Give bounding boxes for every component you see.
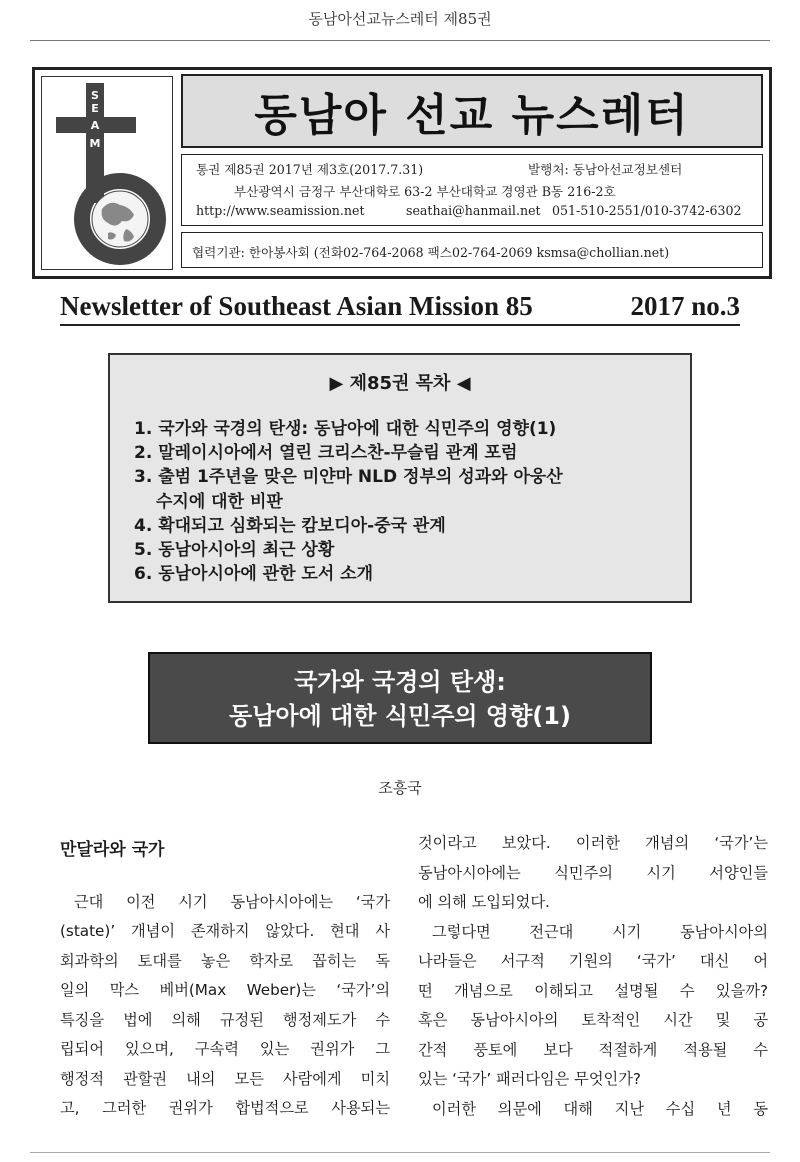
body-line: 동남아시아에는 식민주의 시기 서양인들 [418,863,768,882]
toc-item[interactable]: 3. 출범 1주년을 맞은 미얀마 NLD 정부의 성과와 아웅산 [134,467,563,488]
publication-info [181,154,763,226]
body-line: 행정적 관할권 내의 모든 사람에게 미치 [60,1069,390,1088]
table-of-contents [108,353,692,603]
issue-info: 통권 제85권 2017년 제3호(2017.7.31) [196,162,424,177]
toc-item[interactable]: 1. 국가와 국경의 탄생: 동남아에 대한 식민주의 영향(1) [134,419,557,439]
svg-text:S: S [91,89,99,102]
svg-text:A: A [90,119,100,132]
masthead-title-box [181,74,763,148]
email-link[interactable]: seathai@hanmail.net [406,203,541,218]
body-line: 일의 막스 베버(Max Weber)는 ‘국가’의 [60,981,390,999]
article-author: 조흥국 [378,779,422,797]
body-line: 떤 개념으로 이해되고 설명될 수 있을까? [418,981,768,1000]
body-line: 이러한 의문에 대해 지난 수십 년 동 [432,1099,768,1118]
section-heading: 만달라와 국가 [60,840,165,860]
running-header: 동남아선교뉴스레터 제85권 [308,10,492,28]
masthead [32,67,772,279]
website-link[interactable]: http://www.seamission.net [196,203,365,218]
toc-item[interactable]: 6. 동남아시아에 관한 도서 소개 [134,564,374,585]
body-line: 특징을 법에 의해 규정된 행정제도가 수 [60,1010,390,1029]
phone-info: 051-510-2551/010-3742-6302 [552,203,742,218]
toc-item[interactable]: 5. 동남아시아의 최근 상황 [134,540,335,561]
address-info: 부산광역시 금정구 부산대학로 63-2 부산대학교 경영관 B동 216-2호 [234,184,616,199]
body-line: 혹은 동남아시아의 토착적인 시간 및 공 [418,1011,768,1029]
body-line: (state)’ 개념이 존재하지 않았다. 현대 사 [60,922,390,940]
article-column-left [60,836,390,1124]
header-rule [30,40,770,41]
svg-text:E: E [91,102,99,115]
logo-panel [41,76,173,270]
cooperation-info: 협력기관: 한아봉사회 (전화02-764-2068 팩스02-764-2069 ksmsa@chollian.net) [181,232,763,268]
body-line: 있는 ‘국가’ 패러다임은 무엇인가? [418,1070,641,1088]
newsletter-number: 2017 no.3 [630,291,740,321]
toc-heading: ▶ 제85권 목차 ◀ [329,373,471,394]
article-title-line2: 동남아에 대한 식민주의 영향(1) [229,702,571,730]
masthead-title: 동남아 선교 뉴스레터 [254,90,690,141]
body-line: 간적 풍토에 보다 적절하게 적용될 수 [418,1040,768,1059]
seam-logo-icon [42,77,172,269]
toc-item[interactable]: 4. 확대되고 심화되는 캄보디아-중국 관계 [134,515,446,536]
body-line: 근대 이전 시기 동남아시아에는 ‘국가 [74,892,390,911]
body-line: 나라들은 서구적 기원의 ‘국가’ 대신 어 [418,952,768,970]
body-line: 립되어 있으며, 구속력 있는 권위가 그 [60,1040,390,1058]
body-line: 회과학의 토대를 놓은 학자로 꼽히는 독 [60,951,390,970]
article-title-line1: 국가와 국경의 탄생: [294,668,506,696]
svg-text:M: M [89,137,101,150]
body-line: 에 의해 도입되었다. [418,893,550,911]
newsletter-title [60,291,740,326]
body-line: 그렇다면 전근대 시기 동남아시아의 [432,922,768,941]
body-line: 것이라고 보았다. 이러한 개념의 ‘국가’는 [418,834,768,852]
article-title-banner [148,652,652,744]
footer-rule [30,1152,770,1153]
toc-item-continuation[interactable]: 수지에 대한 비판 [156,491,283,512]
article-column-right [418,829,768,1124]
toc-list [134,417,563,586]
newsletter-title-text: Newsletter of Southeast Asian Mission 85 [60,291,533,321]
toc-item[interactable]: 2. 말레이시아에서 열린 크리스찬-무슬림 관계 포럼 [134,443,518,464]
publisher-info: 발행처: 동남아선교정보센터 [528,162,683,177]
body-line: 고, 그러한 권위가 합법적으로 사용되는 [60,1099,390,1117]
